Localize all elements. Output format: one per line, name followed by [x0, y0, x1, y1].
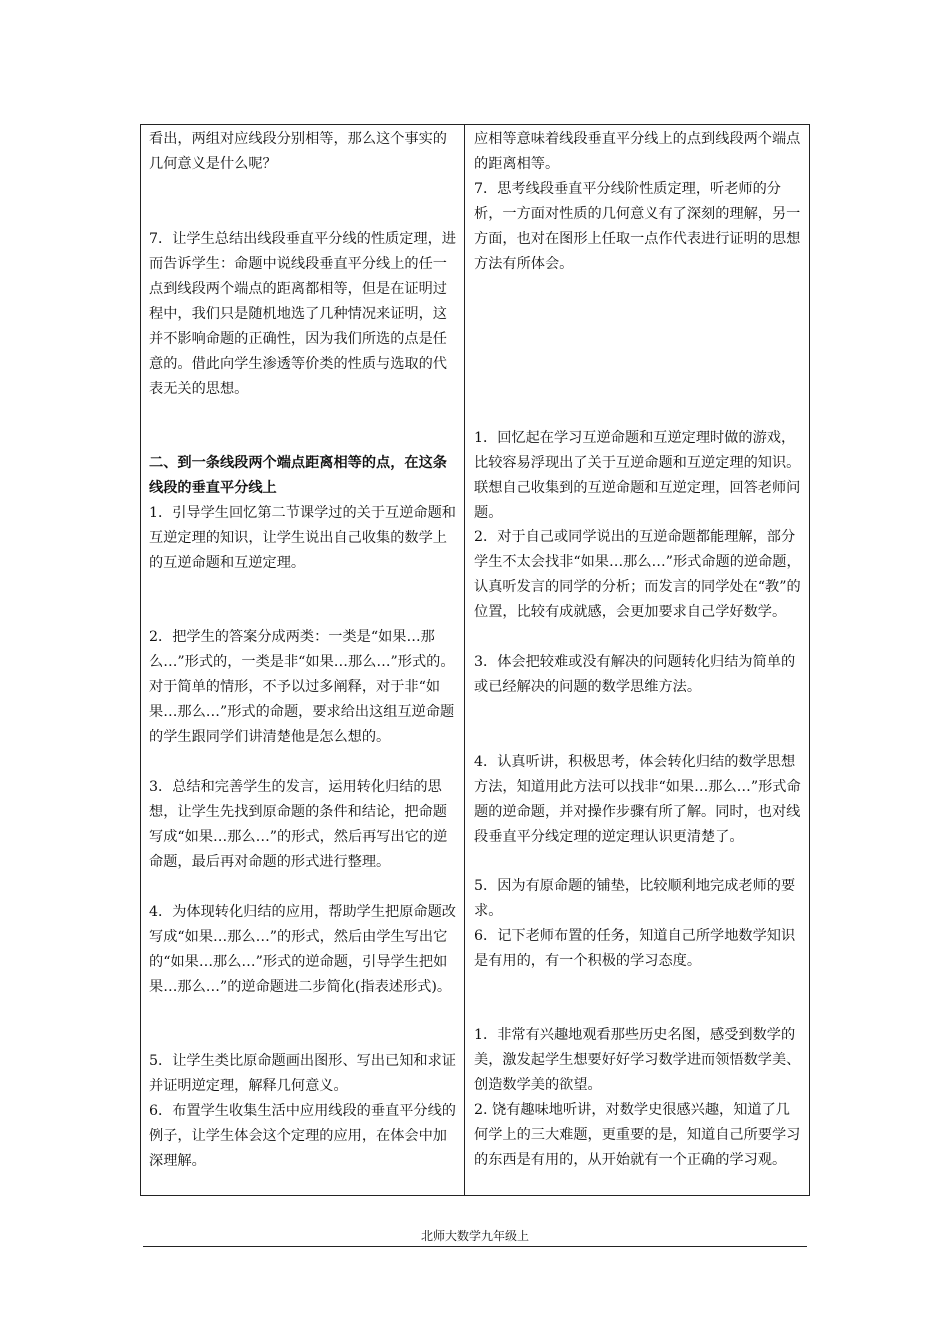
- lesson-table: [140, 124, 810, 1196]
- section-heading: 二、到一条线段两个端点距离相等的点，在这条线段的垂直平分线上: [149, 455, 447, 496]
- left-paragraph-4: 2．把学生的答案分成两类：一类是“如果…那么…”形式的，一类是非“如果…那么…”形式的。对于简单的情形，不予以过多阐释，对于非“如果…那么…”形式的命题，要求给出这组互逆命题的学生跟同学们讲清楚他是怎么想的。: [149, 629, 455, 745]
- page-footer: 北师大数学九年级上: [420, 1229, 529, 1243]
- right-paragraph-10: 2. 饶有趣味地听讲，对数学史很感兴趣，知道了几何学上的三大难题，更重要的是，知道自己所要学习的东西是有用的，从开始就有一个正确的学习观。: [474, 1102, 801, 1168]
- right-paragraph-7: 5．因为有原命题的铺垫，比较顺利地完成老师的要求。: [474, 878, 796, 919]
- right-paragraph-4: 2．对于自己或同学说出的互逆命题都能理解，部分学生不太会找非“如果…那么…”形式命题的逆命题，认真听发言的同学的分析；而发言的同学处在“教”的位置，比较有成就感，会更加要求自己学好数学。: [474, 529, 801, 620]
- right-paragraph-5: 3．体会把较难或没有解决的问题转化归结为简单的或已经解决的问题的数学思维方法。: [474, 654, 796, 695]
- left-paragraph-7: 5．让学生类比原命题画出图形、写出已知和求证并证明逆定理，解释几何意义。: [149, 1053, 456, 1094]
- right-paragraph-8: 6．记下老师布置的任务，知道自己所学地数学知识是有用的，有一个积极的学习态度。: [474, 928, 796, 969]
- left-paragraph-3: 1．引导学生回忆第二节课学过的关于互逆命题和互逆定理的知识，让学生说出自己收集的数学上的互逆命题和互逆定理。: [149, 505, 456, 571]
- left-paragraph-1: 看出，两组对应线段分别相等，那么这个事实的几何意义是什么呢？: [149, 131, 447, 172]
- left-paragraph-2: 7．让学生总结出线段垂直平分线的性质定理，进而告诉学生：命题中说线段垂直平分线上的任一点到线段两个端点的距离都相等，但是在证明过程中，我们只是随机地选了几种情况来证明，这并不影响命题的正确性，因为我们所选的点是任意的。借此向学生渗透等价类的性质与选取的代表无关的思想。: [149, 231, 456, 397]
- column-divider: [464, 125, 465, 1195]
- right-paragraph-9: 1．非常有兴趣地观看那些历史名图，感受到数学的美，激发起学生想要好好学习数学进而领悟数学美、创造数学美的欲望。: [474, 1027, 801, 1093]
- left-paragraph-6: 4．为体现转化归结的应用，帮助学生把原命题改写成“如果…那么…”的形式，然后由学生写出它的“如果…那么…”形式的逆命题，引导学生把如果…那么…”的逆命题进二步简化(指表述形式)。: [149, 904, 456, 995]
- right-paragraph-3: 1．回忆起在学习互逆命题和互逆定理时做的游戏，比较容易浮现出了关于互逆命题和互逆定理的知识。联想自己收集到的互逆命题和互逆定理，回答老师问题。: [474, 430, 801, 521]
- left-paragraph-5: 3．总结和完善学生的发言，运用转化归结的思想，让学生先找到原命题的条件和结论，把命题写成“如果…那么…”的形式，然后再写出它的逆命题，最后再对命题的形式进行整理。: [149, 779, 448, 870]
- footer-rule: [143, 1246, 807, 1247]
- right-paragraph-1: 应相等意味着线段垂直平分线上的点到线段两个端点的距离相等。: [474, 131, 801, 172]
- right-paragraph-6: 4．认真听讲，积极思考，体会转化归结的数学思想方法，知道用此方法可以找非“如果…那么…”形式命题的逆命题，并对操作步骤有所了解。同时，也对线段垂直平分线定理的逆定理认识更清楚了。: [474, 754, 801, 845]
- left-paragraph-8: 6．布置学生收集生活中应用线段的垂直平分线的例子，让学生体会这个定理的应用，在体会中加深理解。: [149, 1103, 456, 1169]
- right-paragraph-2: 7．思考线段垂直平分线阶性质定理，听老师的分析，一方面对性质的几何意义有了深刻的理解，另一方面，也对在图形上任取一点作代表进行证明的思想方法有所体会。: [474, 181, 801, 272]
